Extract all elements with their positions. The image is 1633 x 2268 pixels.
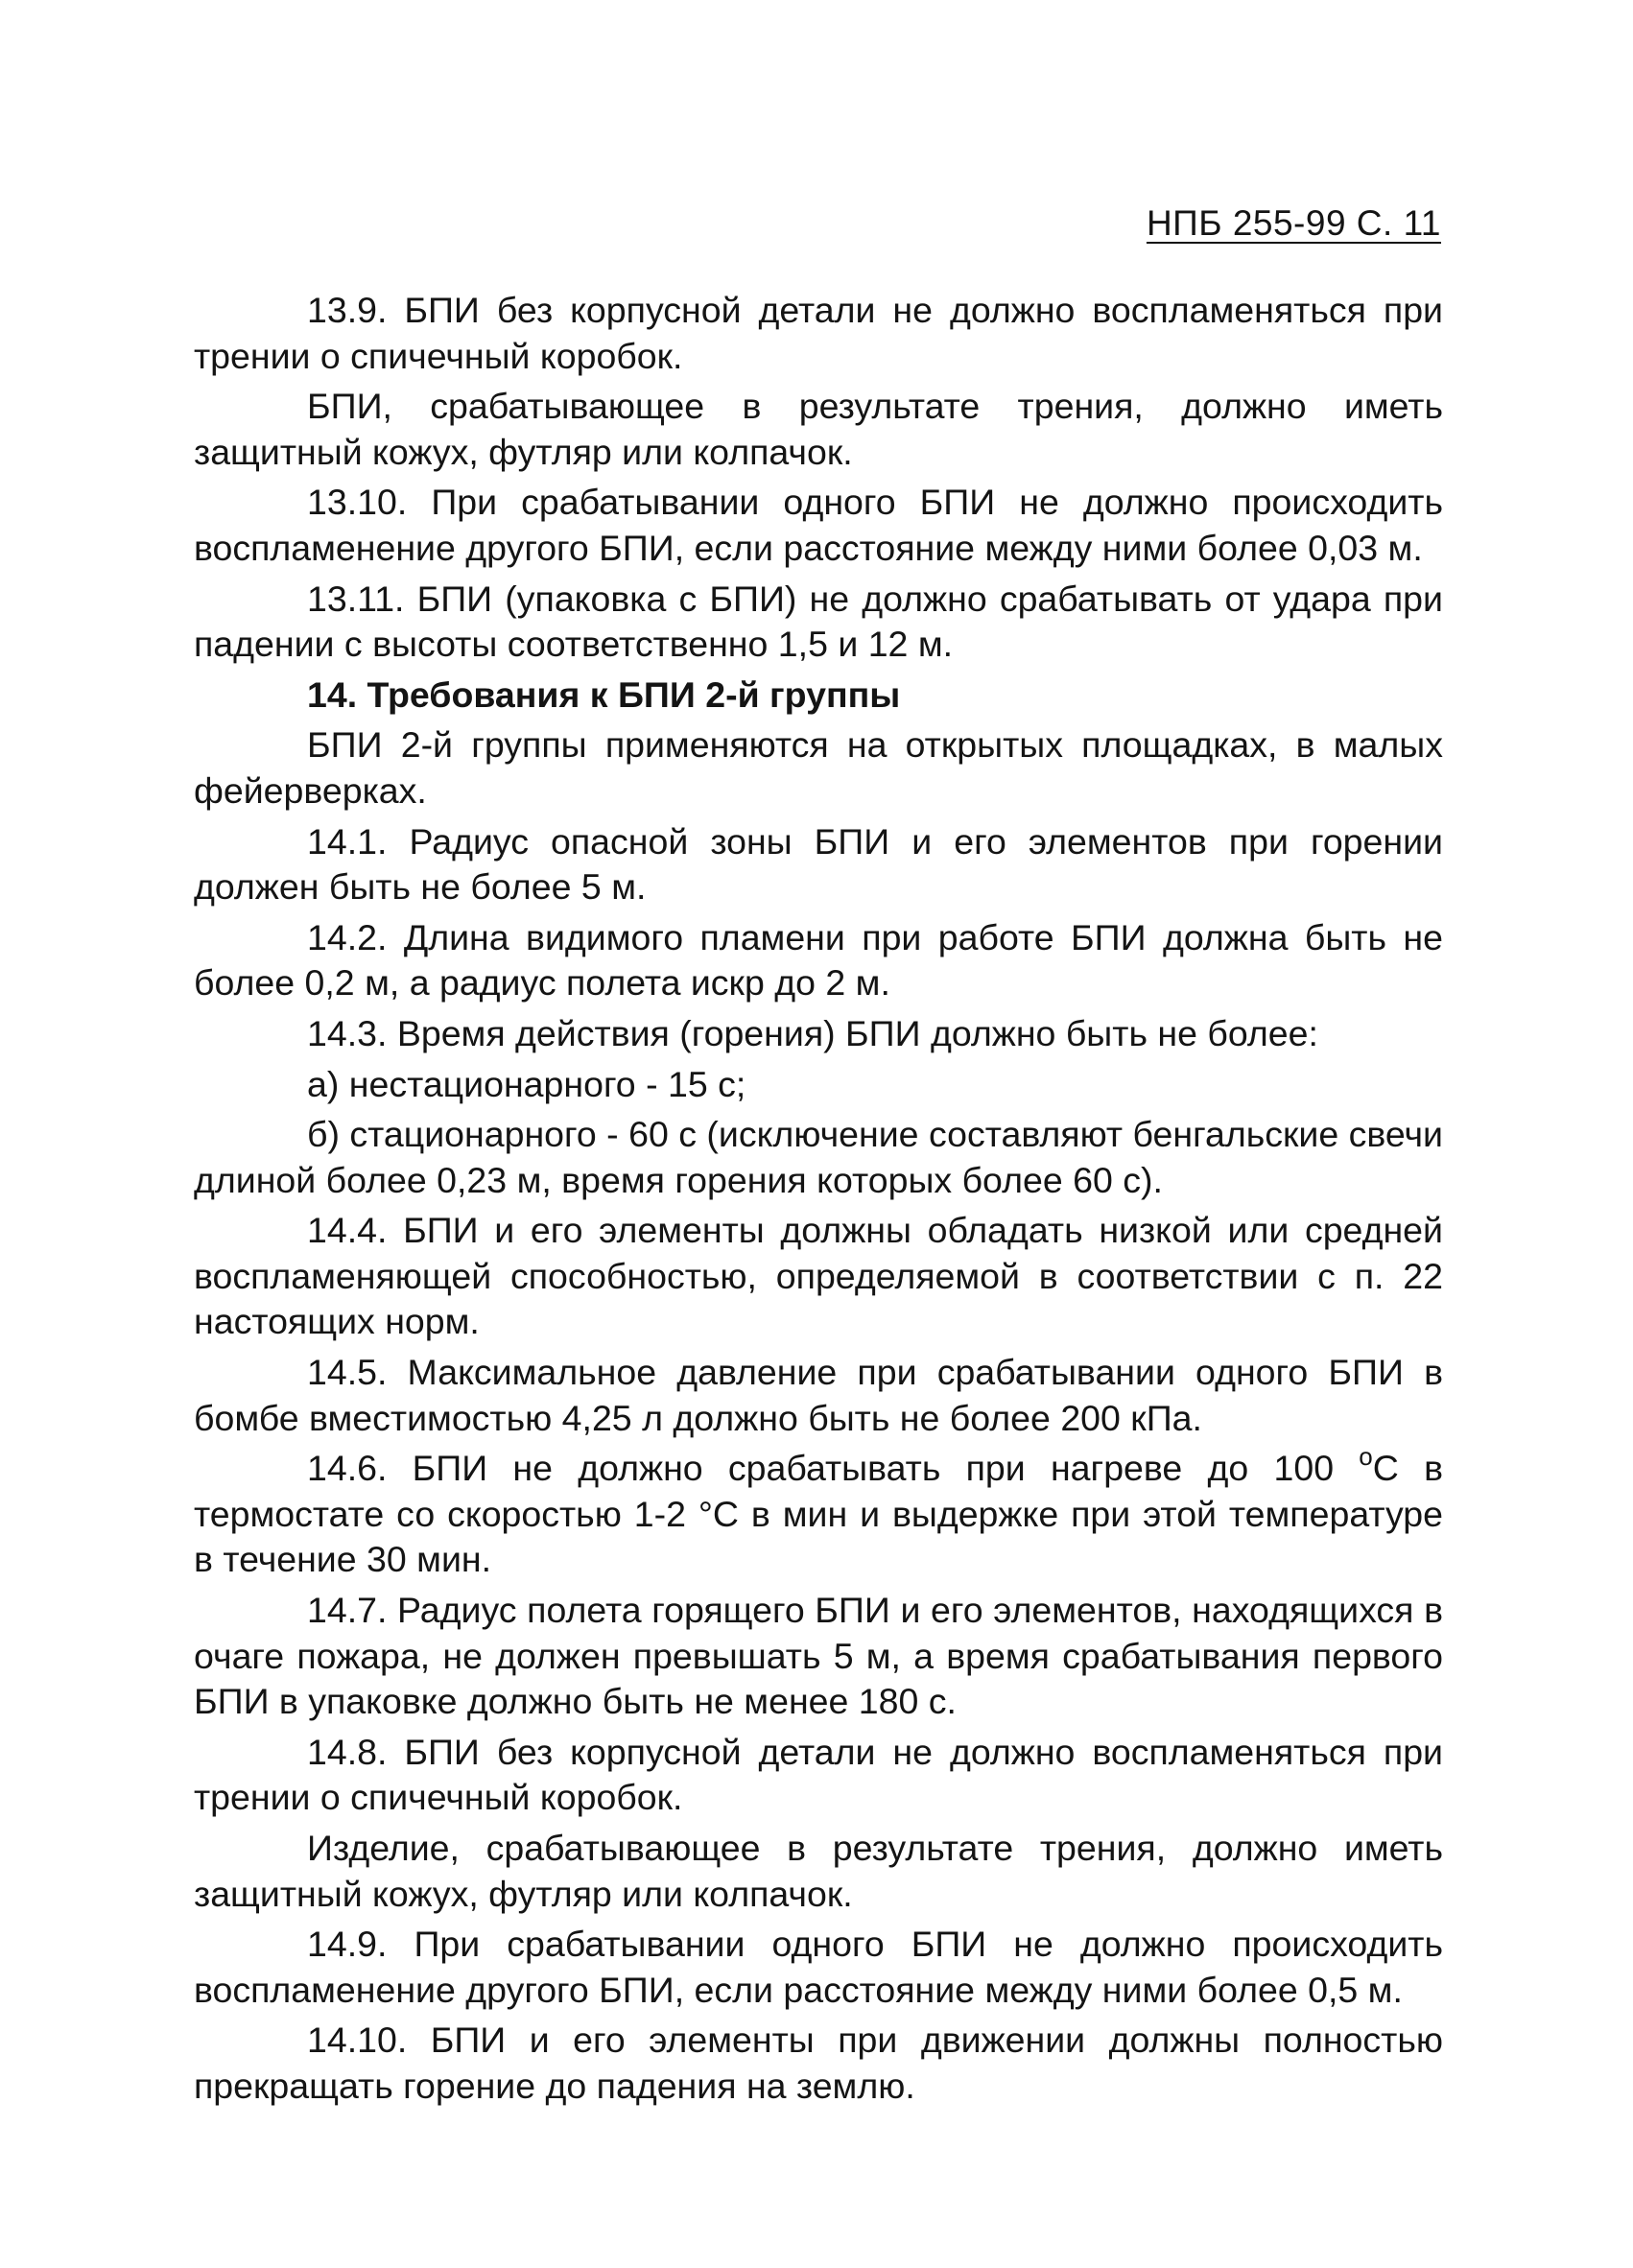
paragraph-14-6-start: 14.6. БПИ не должно срабатывать при нагреве до 100: [307, 1448, 1360, 1489]
paragraph-14-8-friction: Изделие, срабатывающее в результате трения, должно иметь защитный кожух, футляр или колпачок.: [194, 1828, 1443, 1914]
paragraph-14-1: 14.1. Радиус опасной зоны БПИ и его элементов при горении должен быть не более 5 м.: [194, 820, 1443, 908]
section-heading-14: 14. Требования к БПИ 2-й группы: [307, 673, 901, 715]
paragraph-14-5: 14.5. Максимальное давление при срабатывании одного БПИ в бомбе вместимостью 4,25 л должно быть не более 200 кПа.: [194, 1352, 1443, 1438]
degree-symbol: о: [1359, 1442, 1373, 1472]
paragraph-14-6: [194, 1442, 1444, 1583]
paragraph-13-11: 13.11. БПИ (упаковка с БПИ) не должно срабатывать от удара при падении с высоты соответственно 1,5 и 12 м.: [194, 578, 1443, 665]
paragraph-13-10: 13.10. При срабатывании одного БПИ не должно происходить воспламенение другого БПИ, если расстояние между ними более 0,03 м.: [194, 482, 1443, 568]
page-header-doc-ref: НПБ 255-99 С. 11: [1146, 203, 1441, 243]
paragraph-14-8: 14.8. БПИ без корпусной детали не должно воспламеняться при трении о спичечный коробок.: [194, 1731, 1443, 1818]
paragraph-14-3-b: б) стационарного - 60 с (исключение составляют бенгальские свечи длиной более 0,23 м, время горения которых более 60 с).: [194, 1114, 1443, 1200]
paragraph-14-7: 14.7. Радиус полета горящего БПИ и его элементов, находящихся в очаге пожара, не должен превышать 5 м, а время срабатывания первого БПИ в упаковке должно быть не менее 180 с.: [194, 1590, 1443, 1722]
paragraph-14-3-a: а) нестационарного - 15 с;: [307, 1063, 746, 1104]
paragraph-13-9-friction: БПИ, срабатывающее в результате трения, должно иметь защитный кожух, футляр или колпачок.: [194, 386, 1443, 472]
paragraph-13-9: 13.9. БПИ без корпусной детали не должно воспламеняться при трении о спичечный коробок.: [194, 290, 1443, 376]
paragraph-14-3: 14.3. Время действия (горения) БПИ должно быть не более:: [307, 1012, 1318, 1053]
paragraph-14-6-end: С в термостате со скоростью 1-2 °С в мин и выдержке при этой температуре в течение 30 мин.: [194, 1448, 1444, 1580]
paragraph-14-10: 14.10. БПИ и его элементы при движении должны полностью прекращать горение до падения на землю.: [194, 2020, 1443, 2106]
paragraph-14-2: 14.2. Длина видимого пламени при работе БПИ должна быть не более 0,2 м, а радиус полета искр до 2 м.: [194, 916, 1443, 1004]
paragraph-14-4: 14.4. БПИ и его элементы должны обладать низкой или средней воспламеняющей способностью, определяемой в соответствии с п. 22 настоящих норм.: [194, 1210, 1443, 1342]
document-body: [194, 288, 1443, 2110]
paragraph-14-9: 14.9. При срабатывании одного БПИ не должно происходить воспламенение другого БПИ, если расстояние между ними более 0,5 м.: [194, 1924, 1443, 2010]
paragraph-14-intro: БПИ 2-й группы применяются на открытых площадках, в малых фейерверках.: [194, 724, 1443, 811]
